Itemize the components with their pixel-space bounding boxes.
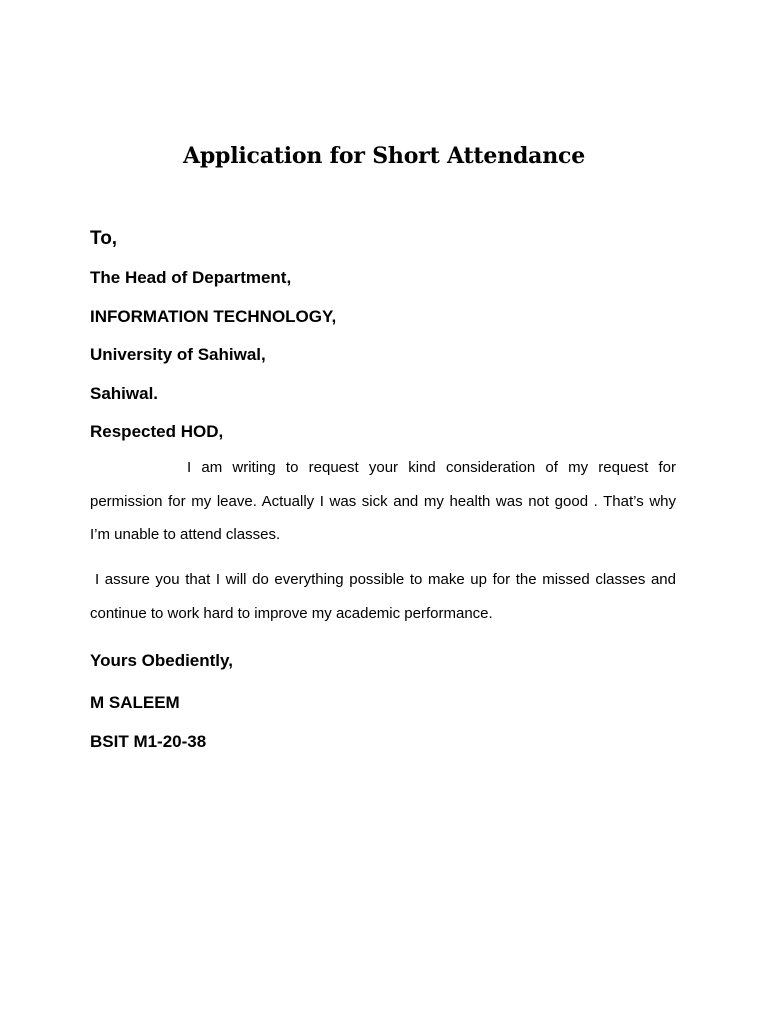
recipient-line-1: The Head of Department, <box>90 268 292 287</box>
greeting: Respected HOD, <box>90 422 224 441</box>
salutation-to: To, <box>90 228 118 249</box>
body-paragraph-1: I am writing to request your kind consideration of my request for permission for my leave. Actually I was sick and my health was not good . That’s why I’m unable to attend classes. <box>90 459 676 543</box>
closing: Yours Obediently, <box>90 651 233 670</box>
body-paragraph-2: I assure you that I will do everything possible to make up for the missed classes and continue to work hard to improve my academic performance. <box>90 571 676 622</box>
document-title: Application for Short Attendance <box>182 143 586 169</box>
sender-name: M SALEEM <box>90 693 180 712</box>
sender-roll-number: BSIT M1-20-38 <box>90 732 207 751</box>
recipient-line-3: University of Sahiwal, <box>90 345 266 364</box>
recipient-line-2: INFORMATION TECHNOLOGY, <box>90 307 337 326</box>
recipient-line-4: Sahiwal. <box>90 384 159 403</box>
